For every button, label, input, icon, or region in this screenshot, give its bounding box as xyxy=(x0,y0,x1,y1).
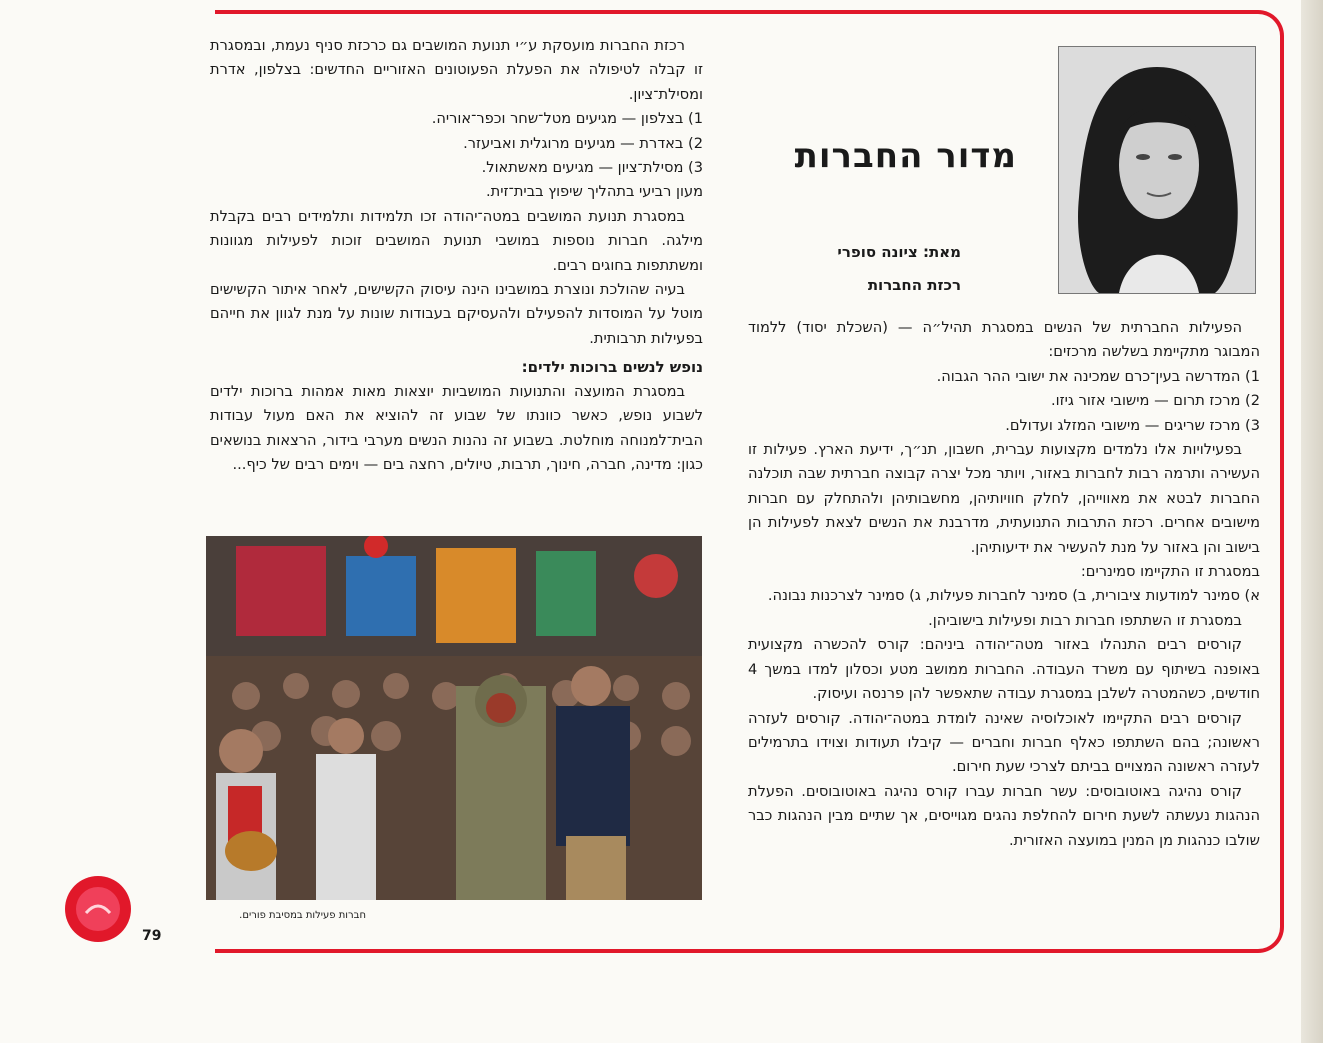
list-item: מעון רביעי בתהליך שיפוץ בבית־זית. xyxy=(486,183,703,201)
publication-logo-icon xyxy=(64,875,132,943)
list-item: 3) מסילת־ציון — מגיעים מאשתאול. xyxy=(481,159,703,177)
page-number: 79 xyxy=(142,928,162,944)
author-byline: מאת: ציונה סופרי xyxy=(837,243,961,261)
list-item: 3) מרכז שריגים — מישובי המזלג ועדולם. xyxy=(1005,416,1260,434)
page-edge xyxy=(1301,0,1323,1043)
list-item: 2) באדרת — מגיעים מרוגלית ואביעזר. xyxy=(463,134,703,152)
paragraph: רכזת החברות מועסקת ע״י תנועת המושבים גם כרכזת סניף נעמת, ובמסגרת זו קבלה לטיפולה את הפעלת הפעוטונים האזוריים החדשים: בצלפון, אדרת ומסילת־ציון. xyxy=(210,37,703,103)
paragraph: במסגרת תנועת המושבים במטה־יהודה זכו תלמידות ותלמידים רבים בקבלת מילגה. חברות נוספות במושבי תנועת המושבים זוכות לפעילות מגוונות ומשתתפות בחוגים רבים. xyxy=(210,207,703,274)
paragraph: הפעילות החברתית של הנשים במסגרת תהיל״ה — (השכלת יסוד) ללמוד המבוגר מתקיימת בשלשה מרכזים: xyxy=(748,319,1260,361)
author-portrait-photo xyxy=(1058,46,1256,294)
right-column xyxy=(748,316,1260,853)
photo-caption: חברות פעילות במסיבת פורים. xyxy=(239,910,366,921)
paragraph: במסגרת זו התקיימו סמינרים: xyxy=(1080,563,1260,581)
author-role: רכזת החברות xyxy=(867,276,961,294)
paragraph: במסגרת המועצה והתנועות המושביות יוצאות מאות אמהות ברוכות ילדים לשבוע נופש, כאשר כוונתו של שבוע זה להוציא את האם מעול עבודות הבית־למנוחה מוחלטת. בשבוע זה נהנות הנשים מערבי בידור, הרצאות בנושאים כגון: מדינה, חברה, חינוך, תרבות, טיולים, רחצה בים — וימים רבים של כיף... xyxy=(210,382,703,473)
paragraph: קורסים רבים התנהלו באזור מטה־יהודה ביניהם: קורס להכשרה מקצועית באופנה בשיתוף עם משרד העבודה. החברות ממושב מטע וכסלון למדו במשך 4 חודשים, כשהמטרה לשלבן במסגרת עבודה שתאפשר להן פרנסה ועיסוק. xyxy=(748,636,1260,703)
paragraph: במסגרת זו השתתפו חברות רבות ופעילות בישוביהן. xyxy=(928,611,1242,629)
left-column xyxy=(210,34,703,477)
paragraph: א) סמינר למודעות ציבורית, ב) סמינר לחברות פעילות, ג) סמינר לצרכנות נבונה. xyxy=(767,587,1260,605)
list-item: 1) המדרשה בעין־כרם שמכינה את ישובי ההר הגבוה. xyxy=(936,367,1260,385)
paragraph: בפעילויות אלו נלמדים מקצועות עברית, חשבון, תנ״ך, ידיעת הארץ. פעילות זו העשירה ותרמה רבות לחברות באזור, ויותר מכל יצרה קבוצה חברתית שבה תוכלנה החברות לבטא את מאווייהן, לחלק חוויותיהן, מחשבותיהן ולהתחלק עם חברות מישובים אחרים. רכזת התרבות התנועתית, מדרבנת את הנשים לצאת לפעילות הן בישוב והן באזור על מנת להעשיר את ידיעותיהן. xyxy=(748,441,1260,556)
paragraph: קורס נהיגה באוטובוסים: עשר חברות עברו קורס נהיגה באוטובוסים. הפעלת הנהגות נעשתה לשעת חירום להחלפת נהגים מגוייסים, אך שתיים מבין הנהגות כבר שולבו כנהגות מן המנין במועצה האזורית. xyxy=(748,782,1260,849)
list-item: 1) בצלפון — מגיעים מטל־שחר וכפר־אוריה. xyxy=(431,110,703,128)
article-title: מדור החברות xyxy=(794,136,1017,176)
paragraph: בעיה שהולכת ונוצרת במושבינו הינה עיסוק הקשישים, לאחר איתור הקשישים מוטל על המוסדות להפעילם ולהעסיקם בעבודות שונות על מנת לגוון את חייהם בפעילות תרבותית. xyxy=(210,281,703,347)
purim-party-photo xyxy=(206,536,702,900)
list-item: 2) מרכז תרום — מישובי אזור גיזו. xyxy=(1051,392,1260,410)
paragraph: קורסים רבים התקיימו לאוכלוסיה שאינה לומדת במטה־יהודה. קורסים לעזרה ראשונה; בהם השתתפו כאלף חברות וחברים — קיבלו תעודות וצוידו בתרמילים לעזרה ראשונה המצויים בביתם לצרכי שעת חירום. xyxy=(748,709,1260,776)
subheading: נופש לנשים ברוכות ילדים: xyxy=(521,358,703,377)
